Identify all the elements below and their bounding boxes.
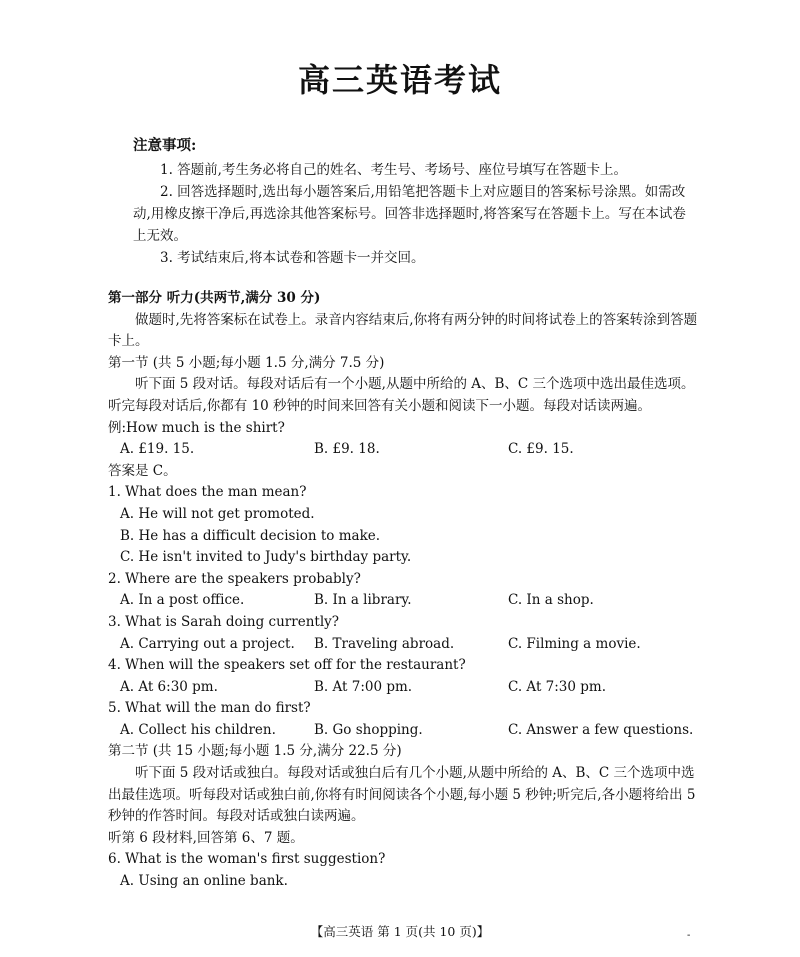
section-heading: 第一节 (共 5 小题;每小题 1.5 分,满分 7.5 分) [108,354,385,371]
section-heading: 第二节 (共 15 小题;每小题 1.5 分,满分 22.5 分) [108,743,402,760]
notice-heading: 注意事项: [133,137,197,154]
part-heading: 第一部分 听力(共两节,满分 30 分) [108,290,321,306]
option-row [108,547,698,569]
section-intro: 听下面 5 段对话。每段对话后有一个小题,从题中所给的 A、B、C 三个选项中选出最佳选项。听完每段对话后,你都有 10 秒钟的时间来回答有关小题和阅读下一小题。每段对话读两遍。 [108,376,695,414]
option: C. He isn't invited to Judy's birthday party. [120,549,412,566]
option: A. £19. 15. [120,441,195,458]
option: A. He will not get promoted. [120,505,315,522]
page-footer: 【高三英语 第 1 页(共 10 页)】 [310,924,490,939]
option: C. In a shop. [508,592,594,609]
question-1: 1. What does the man mean? [108,484,307,501]
question-4: 4. When will the speakers set off for the restaurant? [108,657,466,674]
question-2: 2. Where are the speakers probably? [108,570,361,587]
example-question: 例:How much is the shirt? [108,419,285,436]
material-heading: 听第 6 段材料,回答第 6、7 题。 [108,829,304,846]
option: B. Go shopping. [314,721,423,738]
question-5: 5. What will the man do first? [108,700,311,717]
option: B. At 7:00 pm. [314,678,413,695]
corner-mark: - [687,930,691,941]
option: A. Carrying out a project. [120,635,295,652]
example-answer: 答案是 C。 [108,462,177,479]
page-title: 高三英语考试 [297,61,502,99]
option-row [108,504,698,526]
notice-item: 3. 考试结束后,将本试卷和答题卡一并交回。 [160,250,425,266]
question-6: 6. What is the woman's first suggestion? [108,851,386,868]
option: B. £9. 18. [314,441,380,458]
question-3: 3. What is Sarah doing currently? [108,613,339,630]
part-intro: 做题时,先将答案标在试卷上。录音内容结束后,你将有两分钟的时间将试卷上的答案转涂到答题卡上。 [108,311,698,350]
notice-item: 2. 回答选择题时,选出每小题答案后,用铅笔把答题卡上对应题目的答案标号涂黑。如需改动,用橡皮擦干净后,再选涂其他答案标号。回答非选择题时,将答案写在答题卡上。写在本试卷上无效。 [133,184,686,244]
option: C. £9. 15. [508,441,574,458]
option: A. At 6:30 pm. [120,678,218,695]
notice-block [133,135,688,269]
option-row [108,871,698,893]
option-row [108,720,698,742]
section-intro: 听下面 5 段对话或独白。每段对话或独白后有几个小题,从题中所给的 A、B、C 三个选项中选出最佳选项。听每段对话或独白前,你将有时间阅读各个小题,每小题 5 秒钟;听完后,各小题将给出 5 秒钟的作答时间。每段对话或独白读两遍。 [108,765,696,825]
part-one [108,288,698,893]
option: A. Collect his children. [120,721,276,738]
option: B. He has a difficult decision to make. [120,527,381,544]
option-row [108,677,698,699]
option-row [108,526,698,548]
option-row [108,590,698,612]
option: C. Filming a movie. [508,635,641,652]
option: C. At 7:30 pm. [508,678,607,695]
option: A. Using an online bank. [120,873,288,890]
option: B. Traveling abroad. [314,635,455,652]
option-row [108,634,698,656]
option: B. In a library. [314,592,412,609]
option: A. In a post office. [120,592,245,609]
option: C. Answer a few questions. [508,721,694,738]
notice-item: 1. 答题前,考生务必将自己的姓名、考生号、考场号、座位号填写在答题卡上。 [160,162,627,178]
example-options [108,439,698,461]
